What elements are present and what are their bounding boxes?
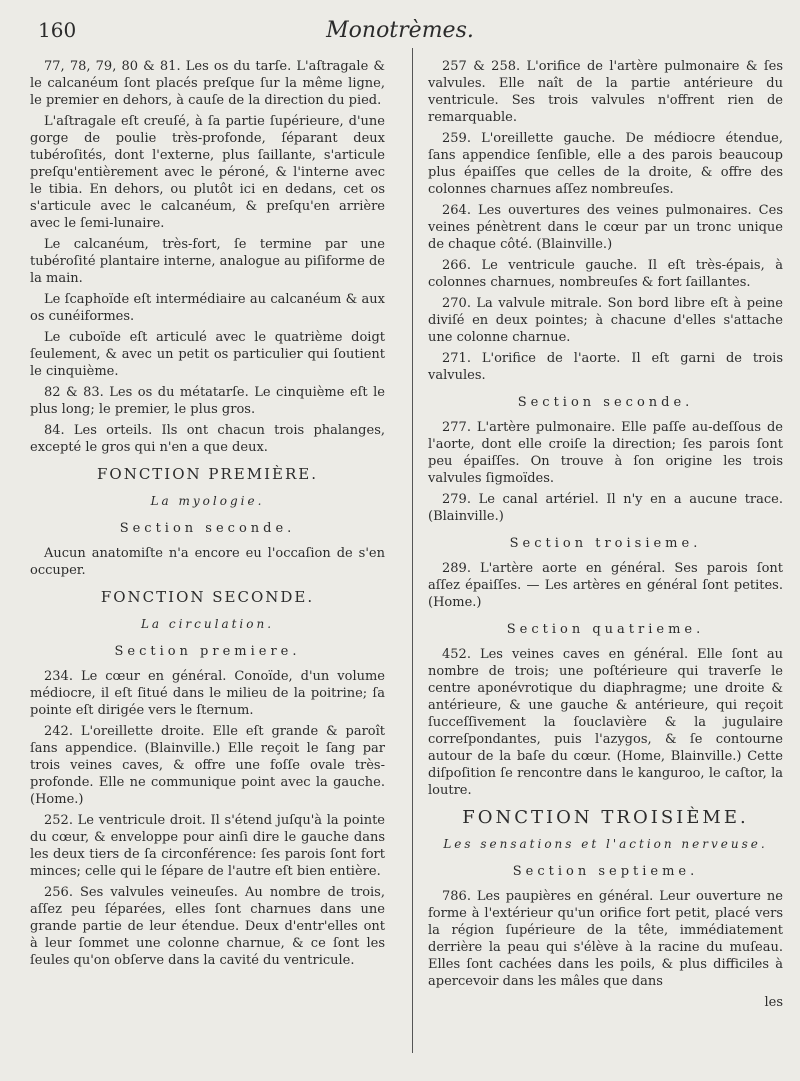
catchword: les xyxy=(764,995,783,1010)
paragraph: 289. L'artère aorte en général. Ses parois ſont aſſez épaiſſes. — Les artères en général ſont petites. (Home.) xyxy=(428,561,783,610)
section-heading: Section seconde. xyxy=(119,521,296,536)
paragraph: 266. Le ventricule gauche. Il eſt très-épais, à colonnes charnues, nombreuſes & fort ſaillantes. xyxy=(428,258,783,290)
paragraph: L'aſtragale eſt creuſé, à ſa partie ſupérieure, d'une gorge de poulie très-profonde, ſéparant deux tubéroſités, dont l'externe, plus ſaillante, s'articule preſqu'entièrement avec le péroné, & l'interne avec le tibia. En dehors, ou plutôt ici en dedans, cet os s'articule avec le calcanéum, & preſqu'en arrière avec le ſemi-lunaire. xyxy=(30,114,385,231)
paragraph: 84. Les orteils. Ils ont chacun trois phalanges, excepté le gros qui n'en a que deux. xyxy=(30,423,385,455)
left-column xyxy=(30,58,385,973)
fonction-heading: FONCTION SECONDE. xyxy=(100,588,315,606)
paragraph: 264. Les ouvertures des veines pulmonaires. Ces veines pénètrent dans le cœur par un tronc unique de chaque côté. (Blainville.) xyxy=(428,203,783,252)
right-column xyxy=(428,58,783,1011)
fonction-heading: FONCTION PREMIÈRE. xyxy=(96,465,318,483)
paragraph: 279. Le canal artériel. Il n'y en a aucune trace. (Blainville.) xyxy=(428,492,783,524)
paragraph: 259. L'oreillette gauche. De médiocre étendue, ſans appendice ſenſible, elle a des parois beaucoup plus épaiſſes que celles de la droite, & offre des colonnes charnues aſſez nombreuſes. xyxy=(428,131,783,197)
paragraph: 257 & 258. L'orifice de l'artère pulmonaire & ſes valvules. Elle naît de la partie antérieure du ventricule. Ses trois valvules n'offrent rien de remarquable. xyxy=(428,59,783,125)
subheading: La circulation. xyxy=(140,617,275,631)
paragraph: Aucun anatomiſte n'a encore eu l'occaſion de s'en occuper. xyxy=(30,546,385,578)
section-heading: Section troisieme. xyxy=(509,536,702,551)
paragraph: 452. Les veines caves en général. Elle ſont au nombre de trois; une poſtérieure qui traverſe le centre aponévrotique du diaphragme; une droite & antérieure, & une gauche & antérieure, qui reçoit ſucceſſivement la ſouclavière & la jugulaire correſpondantes, puis l'azygos, & ſe contourne autour de la baſe du cœur. (Home, Blainville.) Cette diſpoſition ſe rencontre dans le kanguroo, le caſtor, la loutre. xyxy=(428,647,783,798)
paragraph: 234. Le cœur en général. Conoïde, d'un volume médiocre, il eſt ſitué dans le milieu de la poitrine; ſa pointe eſt dirigée vers le ſternum. xyxy=(30,669,385,718)
paragraph: 77, 78, 79, 80 & 81. Les os du tarſe. L'aſtragale & le calcanéum ſont placés preſque ſur la même ligne, le premier en dehors, à cauſe de la direction du pied. xyxy=(30,59,385,108)
page-number: 160 xyxy=(38,18,77,42)
page-header xyxy=(0,6,800,46)
running-head: Monotrèmes. xyxy=(326,18,474,43)
fonction-heading: FONCTION TROISIÈME. xyxy=(462,807,749,828)
section-heading: Section quatrieme. xyxy=(506,622,705,637)
paragraph: 270. La valvule mitrale. Son bord libre eſt à peine diviſé en deux pointes; à chacune d'elles s'attache une colonne charnue. xyxy=(428,296,783,345)
paragraph: 242. L'oreillette droite. Elle eſt grande & paroît ſans appendice. (Blainville.) Elle reçoit le ſang par trois veines caves, & offre une foſſe ovale très-profonde. Elle ne communique point avec la gauche. (Home.) xyxy=(30,724,385,807)
paragraph: Le calcanéum, très-fort, ſe termine par une tubéroſité plantaire interne, analogue au piſiforme de la main. xyxy=(30,237,385,286)
paragraph: Le cuboïde eſt articulé avec le quatrième doigt ſeulement, & avec un petit os particulier qui ſoutient le cinquième. xyxy=(30,330,385,379)
subheading: La myologie. xyxy=(150,494,265,508)
section-heading: Section septieme. xyxy=(512,864,699,879)
column-divider xyxy=(412,48,413,1053)
paragraph: 252. Le ventricule droit. Il s'étend juſqu'à la pointe du cœur, & enveloppe pour ainſi dire le gauche dans les deux tiers de ſa circonférence: ſes parois ſont fort minces; celle qui le ſépare de l'autre eſt bien entière. xyxy=(30,813,385,879)
paragraph: Le ſcaphoïde eſt intermédiaire au calcanéum & aux os cunéiformes. xyxy=(30,292,385,324)
paragraph: 82 & 83. Les os du métatarſe. Le cinquième eſt le plus long; le premier, le plus gros. xyxy=(30,385,385,417)
section-heading: Section premiere. xyxy=(114,644,301,659)
section-heading: Section seconde. xyxy=(517,395,694,410)
paragraph: 277. L'artère pulmonaire. Elle paſſe au-deſſous de l'aorte, dont elle croiſe la direction; ſes parois ſont peu épaiſſes. On trouve à ſon origine les trois valvules ſigmoïdes. xyxy=(428,420,783,486)
subheading: Les sensations et l'action nerveuse. xyxy=(443,837,768,851)
paragraph: 256. Ses valvules veineuſes. Au nombre de trois, aſſez peu ſéparées, elles ſont charnues dans une grande partie de leur étendue. Deux d'entr'elles ont à leur ſommet une colonne charnue, & ce ſont les ſeules qu'on obſerve dans la cavité du ventricule. xyxy=(30,885,385,968)
paragraph: 271. L'orifice de l'aorte. Il eſt garni de trois valvules. xyxy=(428,351,783,383)
paragraph: 786. Les paupières en général. Leur ouverture ne forme à l'extérieur qu'un orifice fort petit, placé vers la région ſupérieure de la tête, immédiatement derrière la peau qui s'élève à la racine du muſeau. Elles ſont cachées dans les poils, & plus difficiles à apercevoir dans les mâles que dans xyxy=(428,889,783,989)
